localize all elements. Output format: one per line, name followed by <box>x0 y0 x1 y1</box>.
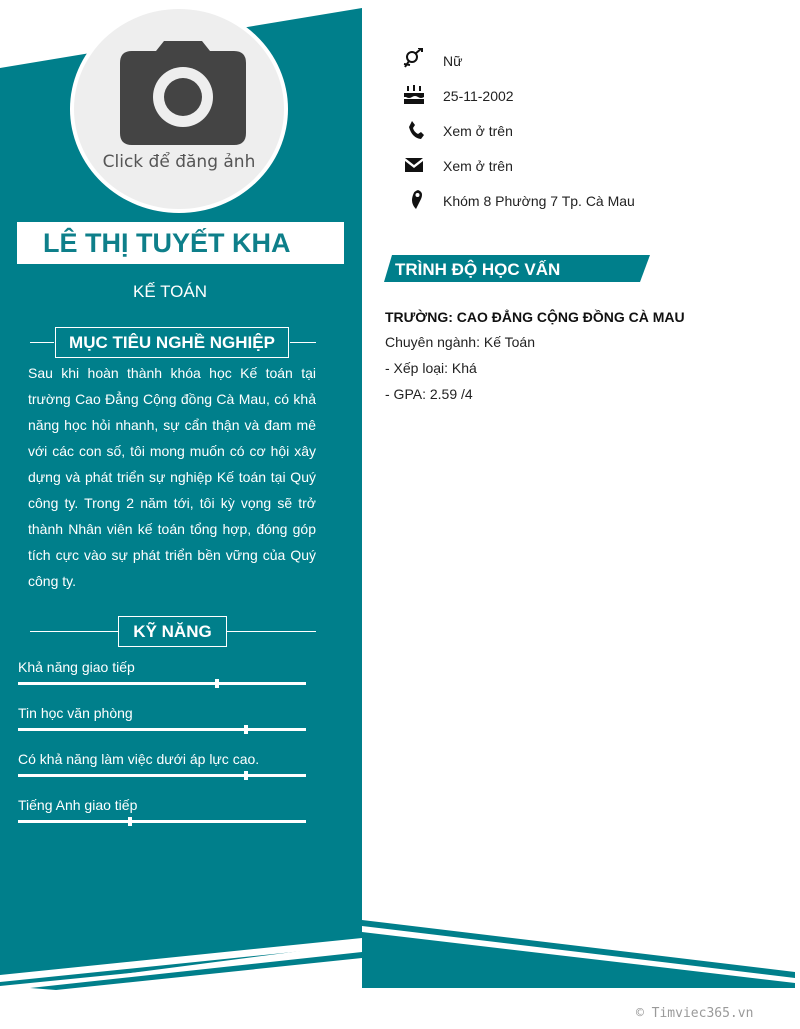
skills-line-left <box>30 631 118 632</box>
skill-bar <box>18 774 306 777</box>
education-heading: TRÌNH ĐỘ HỌC VẤN <box>395 260 561 279</box>
education-major: Chuyên ngành: Kế Toán <box>385 334 535 350</box>
avatar-upload[interactable] <box>70 5 288 213</box>
skill-bar <box>18 820 306 823</box>
contact-address: Khóm 8 Phường 7 Tp. Cà Mau <box>443 193 635 209</box>
envelope-icon <box>400 154 430 176</box>
skills-heading-text: KỸ NĂNG <box>133 622 212 641</box>
skill-level-marker <box>215 679 219 688</box>
skills-heading <box>118 616 227 647</box>
contact-birthday: 25-11-2002 <box>443 88 514 104</box>
skill-label: Khả năng giao tiếp <box>18 659 135 675</box>
camera-icon <box>120 39 246 145</box>
job-title: KẾ TOÁN <box>132 282 207 301</box>
avatar-placeholder[interactable] <box>74 9 284 209</box>
contact-email: Xem ở trên <box>443 158 513 174</box>
skill-level-marker <box>244 725 248 734</box>
name-box <box>17 222 344 264</box>
skills-line-right <box>227 631 316 632</box>
watermark: © Timviec365.vn <box>636 1006 754 1021</box>
skill-level-marker <box>244 771 248 780</box>
skill-bar <box>18 728 306 731</box>
birthday-cake-icon <box>400 84 430 106</box>
objective-heading-text: MỤC TIÊU NGHỀ NGHIỆP <box>69 333 275 352</box>
skill-label: Có khả năng làm việc dưới áp lực cao. <box>18 751 260 767</box>
full-name: LÊ THỊ TUYẾT KHA <box>43 228 291 258</box>
skill-bar <box>18 682 306 685</box>
objective-text: Sau khi hoàn thành khóa học Kế toán tại trường Cao Đẳng Cộng đồng Cà Mau, có khả năng học hỏi nhanh, sự cẩn thận và đam mê với các con số, tôi mong muốn có cơ hội xây dựng và phát triển sự nghiệp Kế toán tại Quý công ty. Trong 2 năm tới, tôi kỳ vọng sẽ trở thành Nhân viên kế toán tổng hợp, đóng góp tích cực vào sự phát triển bền vững của Quý công ty. <box>28 365 316 589</box>
phone-icon <box>400 119 430 141</box>
objective-line-right <box>290 342 316 343</box>
skill-label: Tin học văn phòng <box>18 705 133 721</box>
avatar-upload-label: Click để đăng ảnh <box>102 152 256 172</box>
contact-phone: Xem ở trên <box>443 123 513 139</box>
gender-icon <box>400 48 430 70</box>
map-marker-icon <box>400 189 430 211</box>
objective-heading <box>55 327 289 358</box>
contact-gender: Nữ <box>443 53 463 69</box>
skill-level-marker <box>128 817 132 826</box>
objective-line-left <box>30 342 54 343</box>
education-gpa: - GPA: 2.59 /4 <box>385 386 473 402</box>
education-rank: - Xếp loại: Khá <box>385 360 477 376</box>
skill-label: Tiếng Anh giao tiếp <box>18 797 138 813</box>
education-school: TRƯỜNG: CAO ĐẲNG CỘNG ĐỒNG CÀ MAU <box>385 309 685 325</box>
